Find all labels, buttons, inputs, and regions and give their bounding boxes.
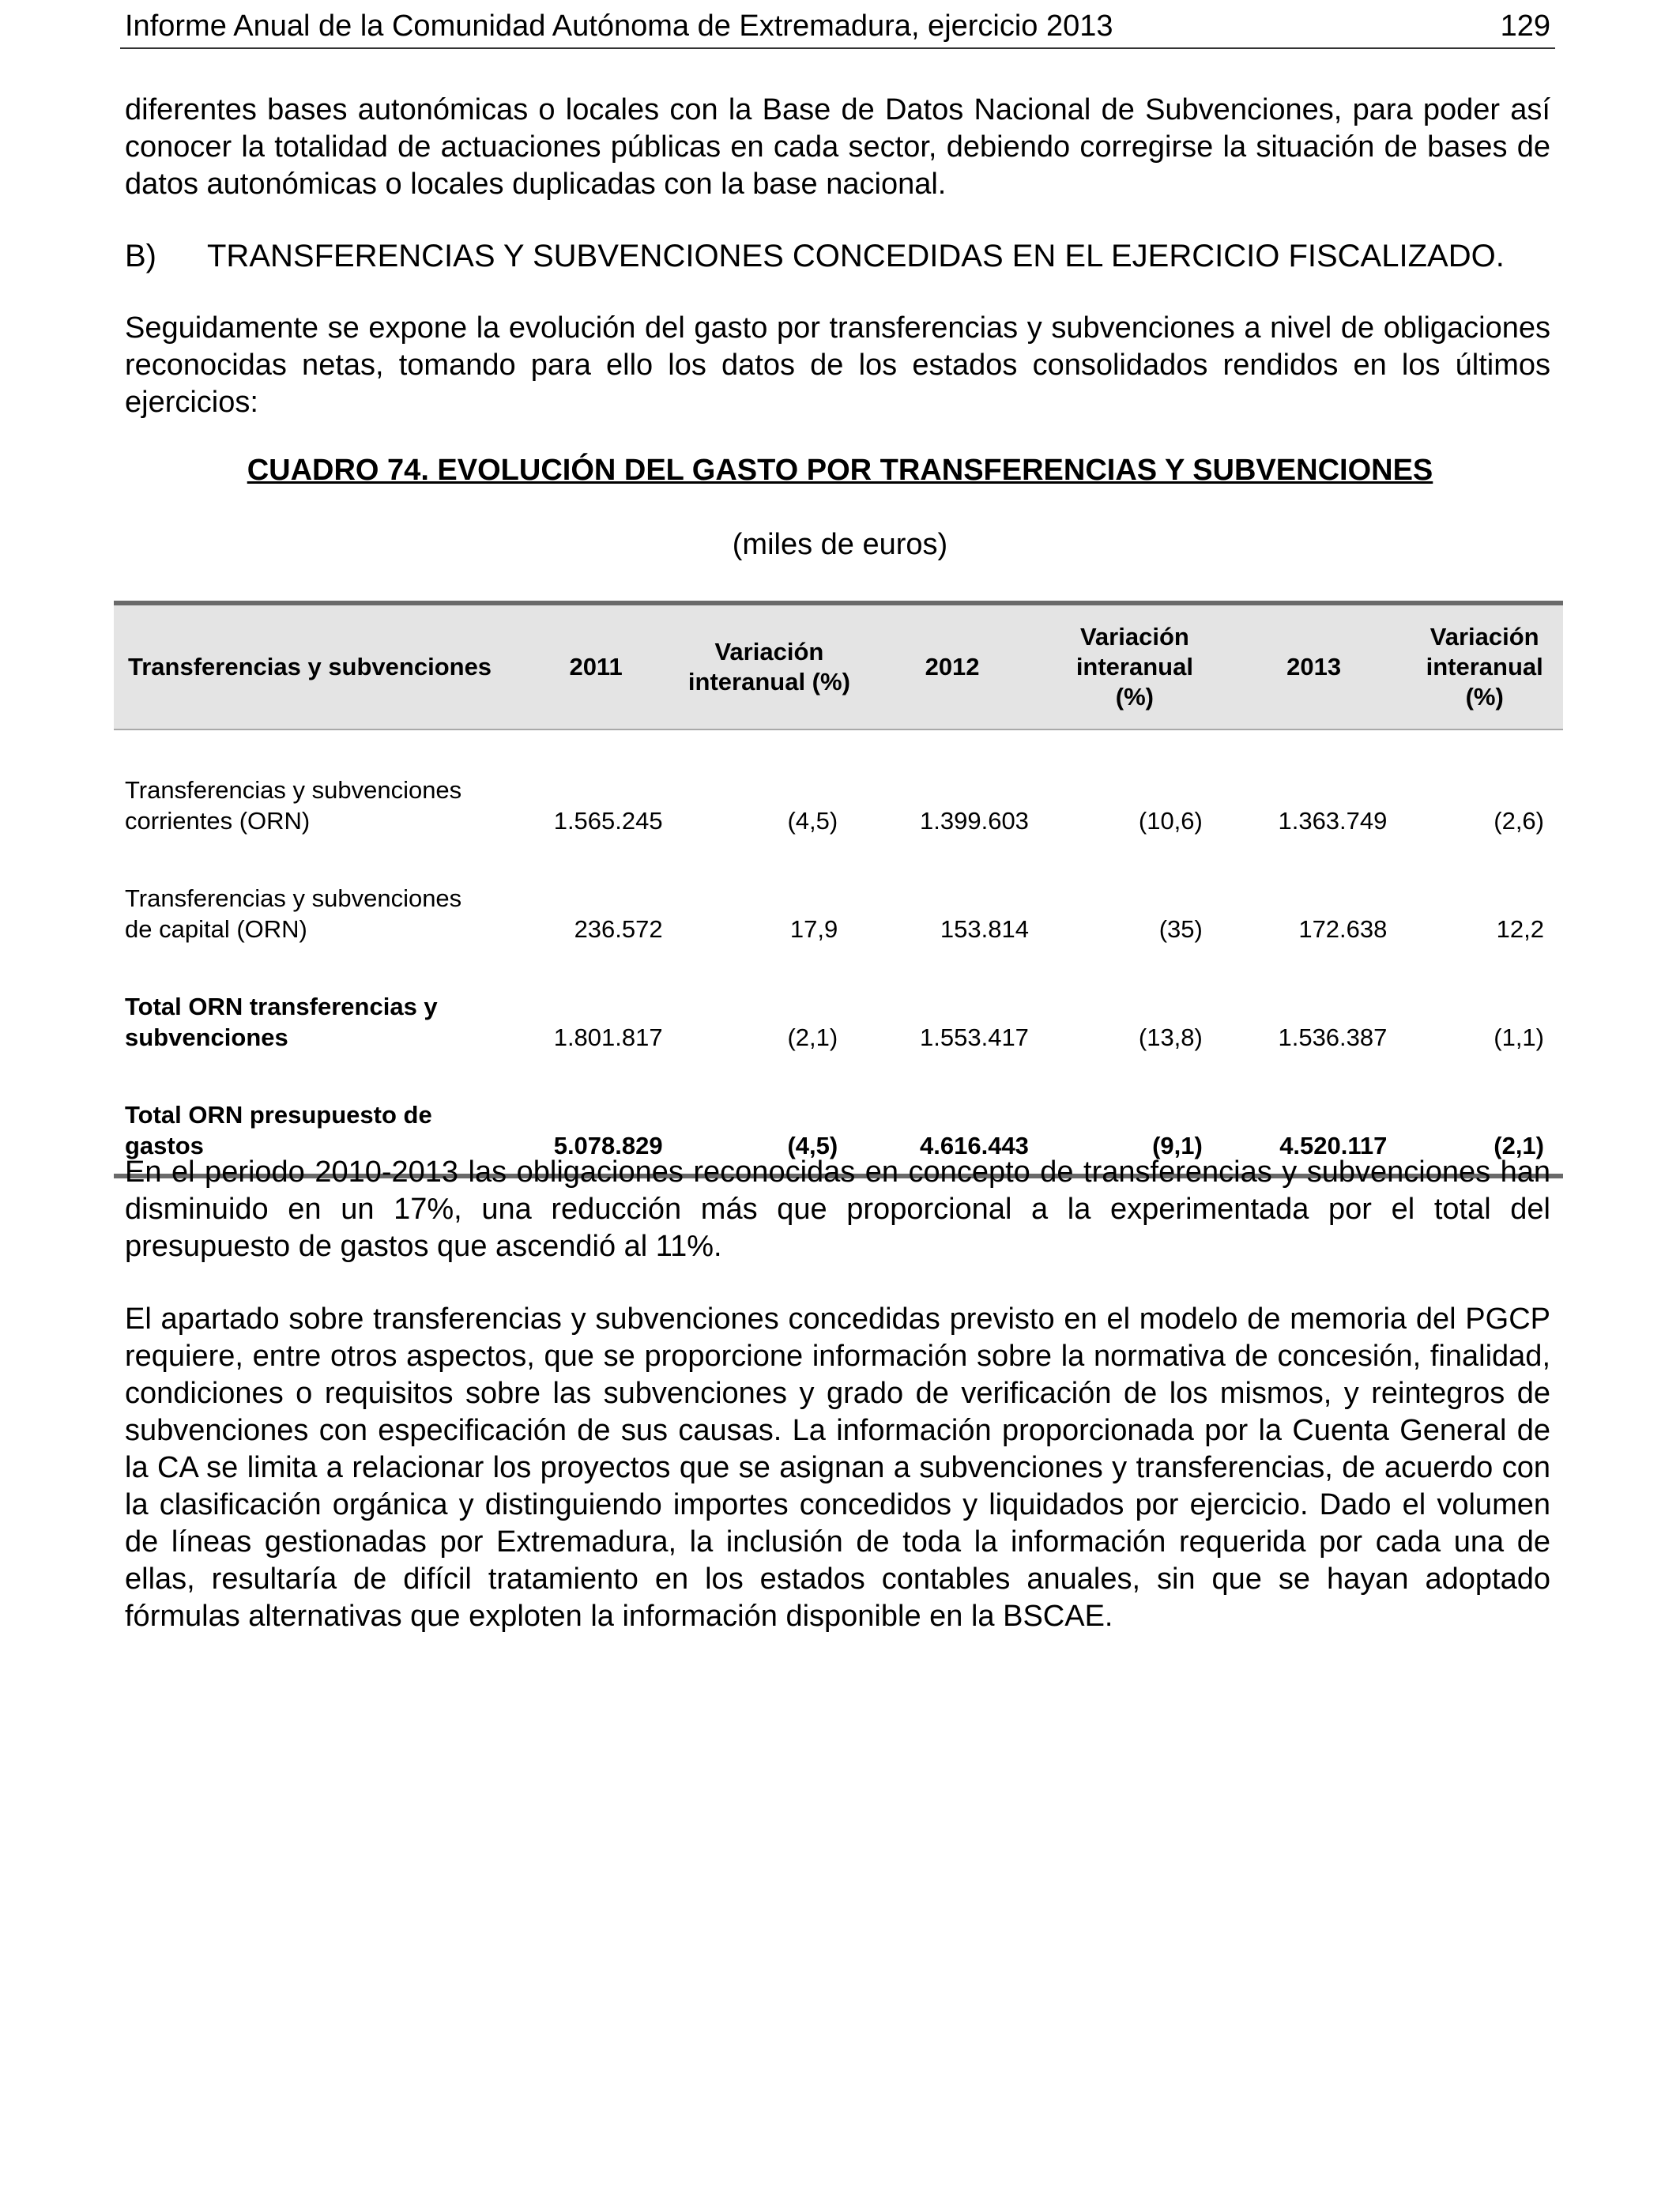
table-row: [114, 849, 1563, 957]
table-cell: 1.801.817: [553, 1023, 663, 1051]
table-cell: (2,1): [787, 1023, 838, 1051]
column-header: Transferencias y subvenciones: [114, 603, 510, 729]
table-cell: (2,1): [1406, 1065, 1563, 1176]
table-cell: 17,9: [789, 915, 838, 943]
column-header: Variación interanual (%): [1406, 603, 1563, 729]
page-number: 129: [1500, 9, 1550, 43]
table-cell: 1.565.245: [553, 807, 663, 835]
row-label: Transferencias y subvenciones corrientes (ORN): [125, 776, 462, 835]
intro-paragraph: diferentes bases autonómicas o locales con la Base de Datos Nacional de Subvenciones, para poder así conocer la totalidad de actuaciones públicas en cada sector, debiendo corregirse la situación de bases de datos autonómicas o locales duplicadas con la base nacional.: [125, 93, 1550, 201]
table-cell: (4,5): [682, 1065, 857, 1176]
table-cell: (35): [1158, 915, 1203, 943]
table-cell: (4,5): [787, 807, 838, 835]
intro-table-paragraph: Seguidamente se expone la evolución del gasto por transferencias y subvenciones a nivel de obligaciones reconocidas netas, tomando para ello los datos de los estados consolidados rendidos en los últimos ejercicios:: [125, 311, 1550, 419]
table-header-row: [114, 603, 1563, 729]
table-cell: 1.536.387: [1278, 1023, 1388, 1051]
table-cell: 1.399.603: [920, 807, 1029, 835]
column-header: Variación interanual (%): [682, 603, 857, 729]
section-letter: B): [125, 239, 156, 273]
table-cell: 1.553.417: [920, 1023, 1029, 1051]
section-title: TRANSFERENCIAS Y SUBVENCIONES CONCEDIDAS EN EL EJERCICIO FISCALIZADO.: [207, 239, 1505, 273]
row-label: [114, 957, 510, 1065]
table-cell: 153.814: [940, 915, 1029, 943]
page-header: [120, 6, 1555, 49]
table-cell: 236.572: [574, 915, 663, 943]
table-cell: 4.520.117: [1222, 1065, 1407, 1176]
analysis-paragraph: En el periodo 2010-2013 las obligaciones reconocidas en concepto de transferencias y subvenciones han disminuido en un 17%, una reducción más que proporcional a la experimentada por el total del presupuesto de gastos que ascendió al 11%.: [125, 1155, 1550, 1263]
column-header: 2012: [857, 603, 1048, 729]
row-label: Total ORN presupuesto de gastos: [114, 1065, 510, 1176]
table-title: CUADRO 74. EVOLUCIÓN DEL GASTO POR TRANSFERENCIAS Y SUBVENCIONES: [247, 454, 1433, 487]
table-cell: 4.616.443: [857, 1065, 1048, 1176]
column-header: 2011: [510, 603, 682, 729]
table-row: [114, 729, 1563, 849]
table-cell: (10,6): [1138, 807, 1203, 835]
table-cell: (2,6): [1494, 807, 1544, 835]
table-cell: 5.078.829: [510, 1065, 682, 1176]
table-units: (miles de euros): [732, 528, 948, 561]
header-title: Informe Anual de la Comunidad Autónoma de Extremadura, ejercicio 2013: [125, 9, 1113, 43]
row-label: Transferencias y subvenciones de capital (ORN): [125, 884, 462, 943]
table-cell: (9,1): [1048, 1065, 1222, 1176]
table-row: [114, 957, 1563, 1065]
table-cell: (13,8): [1138, 1023, 1203, 1051]
column-header: 2013: [1222, 603, 1407, 729]
row-label-text: Total ORN transferencias y subvenciones: [125, 993, 438, 1051]
table-cell: 172.638: [1298, 915, 1388, 943]
column-header: Variación interanual (%): [1048, 603, 1222, 729]
memo-paragraph: El apartado sobre transferencias y subvenciones concedidas previsto en el modelo de memoria del PGCP requiere, entre otros aspectos, que se proporcione información sobre la normativa de concesión, finalidad, condiciones o requisitos sobre las subvenciones y grado de verificación de los mismos, y reintegros de subvenciones con especificación de sus causas. La información proporcionada por la Cuenta General de la CA se limita a relacionar los proyectos que se asignan a subvenciones y transferencias, de acuerdo con la clasificación orgánica y distinguiendo importes concedidos y liquidados por ejercicio. Dado el volumen de líneas gestionadas por Extremadura, la inclusión de toda la información requerida por cada una de ellas, resultaría de difícil tratamiento en los estados contables anuales, sin que se hayan adoptado fórmulas alternativas que exploten la información disponible en la BSCAE.: [125, 1302, 1550, 1633]
table-cell: (1,1): [1494, 1023, 1544, 1051]
section-heading: [125, 239, 1505, 274]
table-cell: 1.363.749: [1278, 807, 1388, 835]
data-table: [114, 601, 1563, 1178]
table-cell: 12,2: [1496, 915, 1544, 943]
